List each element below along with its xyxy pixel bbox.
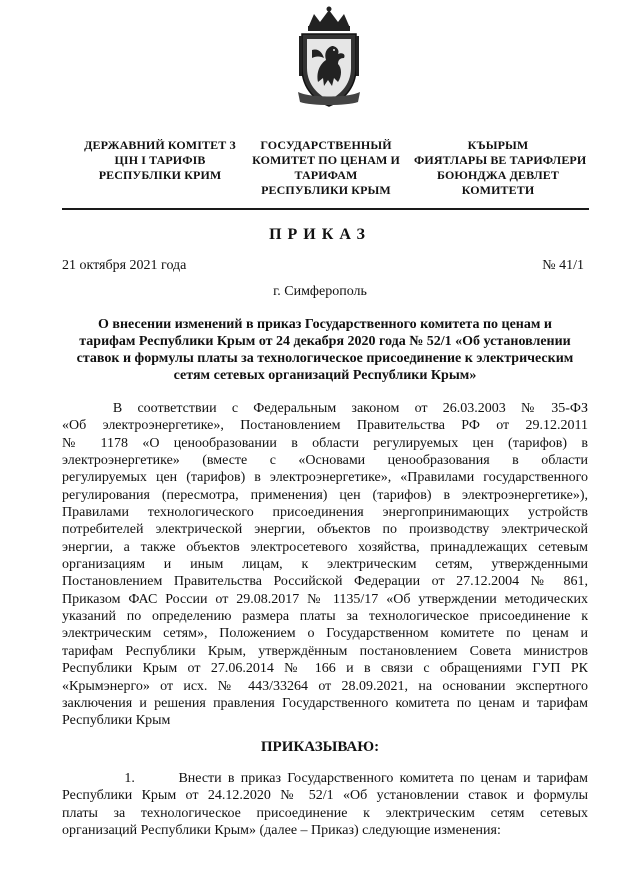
subject-line: О внесении изменений в приказ Государственного комитета по ценам и (98, 317, 552, 332)
subject-line: ставок и формулы платы за технологическое присоединение к электрическим (76, 351, 574, 366)
text-line: заключения и решения правления Государственного комитета по ценам и тарифам (62, 695, 588, 711)
order-subject (62, 316, 588, 384)
text-line: электрическим сетям», Положением о Государственном комитете по ценам и (62, 626, 588, 642)
text-line: тарифам Республики Крым, утверждённым постановлением Совета министров (62, 643, 588, 659)
text-line: электроэнергетике» (вместе с «Основами ценообразования в области (62, 453, 588, 469)
subject-line: сетям сетевых организаций Республики Крым» (173, 368, 477, 383)
order-date: 21 октября 2021 года (62, 258, 187, 273)
header-ukrainian (76, 138, 244, 183)
text-line: энергии, а также объектов электросетевого хозяйства, принадлежащих сетевым (62, 539, 588, 555)
order-city: г. Симферополь (273, 284, 367, 299)
text-line: потребителей электрической энергии, объектов по производству электрической (62, 522, 588, 538)
header-ru-line: КОМИТЕТ ПО ЦЕНАМ И (252, 153, 400, 167)
text-line: Республики Крым от 24.12.2020 № 52/1 «Об установлении ставок и формулы (62, 788, 588, 804)
text-line: указаний по определению размера платы за технологическое присоединение к (62, 609, 588, 625)
header-crimean-tatar (414, 138, 587, 198)
text-line: Приказом ФАС России от 29.08.2017 № 1135/17 «Об утверждении методических (62, 591, 588, 607)
text-line: «Об электроэнергетике», Постановлением Правительства РФ от 29.12.2011 (62, 418, 588, 434)
header-russian (248, 138, 404, 198)
document-title: ПРИКАЗ (269, 226, 371, 243)
header-crh-line: КОМИТЕТИ (461, 183, 535, 197)
text-line: В соответствии с Федеральным законом от 26.03.2003 № 35-ФЗ (62, 401, 588, 416)
header-crh-line: БОЮНДЖА ДЕВЛЕТ (437, 168, 559, 182)
order-item-1 (62, 770, 588, 839)
header-ua-line: ДЕРЖАВНИЙ КОМІТЕТ З (84, 138, 236, 152)
text-line: платы за технологическое присоединение к электрическим сетям сетевых (62, 805, 588, 821)
text-line: Республики Крым (62, 713, 171, 729)
header-ua-line: ЦІН І ТАРИФІВ (114, 153, 206, 167)
coat-of-arms-emblem (296, 6, 362, 110)
text-line: регулируемых цен (тарифов) в электроэнергетике», «Правилами государственного (62, 470, 588, 486)
header-ru-line: РЕСПУБЛИКИ КРЫМ (261, 183, 391, 197)
text-line: № 1178 «О ценообразовании в области регулируемых цен (тарифов) в (62, 435, 588, 451)
text-line: 1. Внести в приказ Государственного комитета по ценам и тарифам (62, 771, 588, 786)
text-line: Постановлением Правительства Российской Федерации от 27.12.2004 № 861, (62, 574, 588, 590)
header-divider (62, 208, 589, 210)
order-heading: ПРИКАЗЫВАЮ: (260, 739, 380, 755)
text-line: организаций Республики Крым» (далее – Приказ) следующие изменения: (62, 823, 501, 839)
header-ua-line: РЕСПУБЛІКИ КРИМ (98, 168, 222, 182)
text-line: организациям и иным лицам, к электрическим сетям, утвержденными (62, 557, 588, 573)
text-line: Республики Крым от 27.06.2014 № 166 и в связи с обращениями ГУП РК (62, 661, 588, 677)
text-line: Правилами технологического присоединения энергопринимающих устройств (62, 505, 588, 521)
subject-line: тарифам Республики Крым от 24 декабря 2020 года № 52/1 «Об установлении (79, 334, 571, 349)
preamble-paragraph (62, 400, 588, 730)
order-number: № 41/1 (542, 258, 584, 273)
header-ru-line: ГОСУДАРСТВЕННЫЙ (260, 138, 392, 152)
text-line: «Крымэнерго» от исх. № 443/33264 от 28.09.2021, на основании экспертного (62, 678, 588, 694)
header-crh-line: ФИЯТЛАРЫ ВЕ ТАРИФЛЕРИ (414, 153, 587, 167)
header-ru-line: ТАРИФАМ (294, 168, 358, 182)
text-line: регулирования (пересмотра, применения) цен (тарифов) в электроэнергетике»), (62, 487, 588, 503)
header-crh-line: КЪЫРЫМ (467, 138, 529, 152)
